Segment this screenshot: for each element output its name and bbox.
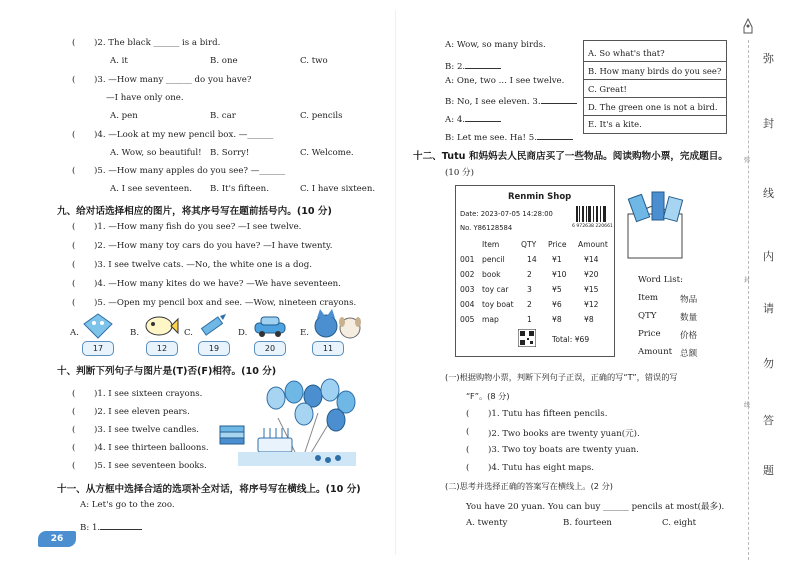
- row-amount: ¥12: [584, 300, 599, 309]
- toy-car-icon: [252, 314, 288, 338]
- sec9-item-4: )4. —How many kites do we have? —We have seventeen.: [94, 279, 341, 289]
- barcode-icon: [576, 206, 608, 222]
- part2-question: You have 20 yuan. You can buy ______ pencils at most(最多).: [466, 502, 725, 512]
- wordlist-en: Item: [638, 293, 659, 303]
- sec10-item-1: )1. I see sixteen crayons.: [94, 389, 203, 399]
- option-c: C. eight: [662, 518, 697, 528]
- option-a: A. Wow, so beautiful!: [110, 148, 202, 158]
- dialog-b-line: B: 1.: [80, 520, 142, 533]
- page-divider: [395, 10, 396, 555]
- seal-char: 题: [763, 464, 774, 477]
- pic-label-e: E.: [300, 328, 310, 338]
- paren: (: [72, 75, 76, 85]
- paren: (: [466, 463, 470, 473]
- section-12-heading: 十二、Tutu 和妈妈去人民商店买了一些物品。阅读购物小票，完成题目。: [413, 151, 728, 162]
- option-c: C. pencils: [300, 111, 343, 121]
- barcode-number: 6 972638 220661: [572, 224, 613, 229]
- row-price: ¥5: [552, 285, 562, 294]
- qr-code-icon: [518, 329, 536, 347]
- pic-label-b: B.: [130, 328, 140, 338]
- row-item: pencil: [482, 255, 505, 264]
- section-9-heading: 九、给对话选择相应的图片，将其序号写在题前括号内。(10 分): [57, 206, 332, 217]
- dialog-line-5: A: 4.: [445, 112, 501, 125]
- question-5: )5. —How many apples do you see? —______: [94, 166, 286, 176]
- wordlist-zh: 总额: [680, 349, 698, 359]
- option-box: [583, 40, 727, 134]
- paren: (: [72, 241, 76, 251]
- dialog-line-2: B: 2.: [445, 59, 501, 72]
- pic-label-a: A.: [70, 328, 79, 338]
- sec9-item-3: )3. I see twelve cats. —No, the white one is a dog.: [94, 260, 312, 270]
- row-code: 005: [460, 315, 475, 324]
- seal-char: 线: [763, 187, 774, 200]
- paren: (: [72, 389, 76, 399]
- part2-heading: (二)思考并选择正确的答案写在横线上。(2 分): [445, 481, 613, 491]
- section-10-heading: 十、判断下列句子与图片是(T)否(F)相符。(10 分): [57, 366, 277, 377]
- pic-label-d: D.: [238, 328, 248, 338]
- kite-icon: [82, 312, 114, 340]
- pic-label-c: C.: [184, 328, 194, 338]
- option-box-c: C. Great!: [588, 84, 627, 94]
- option-b: B. Sorry!: [210, 148, 250, 158]
- part1-heading: (一)根据购物小票，判断下列句子正误，正确的写“T”，错误的写: [445, 372, 678, 382]
- paren: (: [72, 222, 76, 232]
- seal-line: [748, 40, 749, 560]
- col-item: Item: [482, 240, 500, 249]
- wordlist-en: Amount: [638, 347, 673, 357]
- receipt: [455, 185, 615, 357]
- col-qty: QTY: [521, 240, 537, 249]
- dialog-line-6: B: Let me see. Ha! 5.: [445, 130, 573, 143]
- row-qty: 2: [527, 270, 532, 279]
- number-card: 12: [146, 341, 178, 356]
- wordlist-zh: 物品: [680, 295, 698, 305]
- row-item: book: [482, 270, 501, 279]
- row-code: 004: [460, 300, 475, 309]
- paren: (: [72, 166, 76, 176]
- section-12-score: (10 分): [445, 168, 474, 178]
- crayon-icon: [196, 312, 228, 340]
- number-card: 17: [82, 341, 114, 356]
- row-price: ¥10: [552, 270, 567, 279]
- paren: (: [466, 409, 470, 419]
- rocket-icon: [742, 18, 754, 38]
- part1-item-3: )3. Two toy boats are twenty yuan.: [488, 445, 639, 455]
- row-amount: ¥15: [584, 285, 599, 294]
- paren: (: [72, 260, 76, 270]
- shopping-bag-icon: [622, 190, 690, 262]
- receipt-total: Total: ¥69: [552, 335, 590, 344]
- wordlist-zh: 价格: [680, 331, 698, 341]
- option-box-e: E. It's a kite.: [588, 119, 642, 129]
- option-box-a: A. So what's that?: [588, 48, 665, 58]
- option-a: A. twenty: [466, 518, 508, 528]
- sec10-item-3: )3. I see twelve candles.: [94, 425, 199, 435]
- paren: (: [72, 279, 76, 289]
- sec10-item-5: )5. I see seventeen books.: [94, 461, 207, 471]
- option-b: B. one: [210, 56, 238, 66]
- sec10-item-2: )2. I see eleven pears.: [94, 407, 190, 417]
- row-price: ¥8: [552, 315, 562, 324]
- question-2: )2. The black ______ is a bird.: [94, 38, 221, 48]
- row-qty: 2: [527, 300, 532, 309]
- section-11-heading: 十一、从方框中选择合适的选项补全对话，将序号写在横线上。(10 分): [57, 484, 361, 495]
- seal-small-char: 线: [744, 402, 751, 409]
- option-a: A. I see seventeen.: [110, 184, 192, 194]
- option-a: A. it: [110, 56, 128, 66]
- seal-small-char: 封: [744, 277, 751, 284]
- paren: (: [72, 407, 76, 417]
- dialog-line-3: A: One, two ... I see twelve.: [445, 76, 565, 86]
- option-box-d: D. The green one is not a bird.: [588, 102, 718, 112]
- seal-small-char: 弥: [744, 157, 751, 164]
- paren: (: [72, 130, 76, 140]
- seal-char: 内: [763, 250, 774, 263]
- wordlist-zh: 数量: [680, 313, 698, 323]
- seal-char: 封: [763, 117, 774, 130]
- wordlist-en: Price: [638, 329, 661, 339]
- page-number-badge: [38, 531, 76, 547]
- sec9-item-2: )2. —How many toy cars do you have? —I have twenty.: [94, 241, 333, 251]
- row-price: ¥6: [552, 300, 562, 309]
- wordlist-title: Word List:: [638, 275, 683, 285]
- row-item: toy boat: [482, 300, 514, 309]
- row-qty: 3: [527, 285, 532, 294]
- row-price: ¥1: [552, 255, 562, 264]
- paren: (: [466, 427, 470, 437]
- number-card: 20: [254, 341, 286, 356]
- paren: (: [466, 445, 470, 455]
- page-number: 26: [50, 534, 64, 544]
- row-qty: 1: [527, 315, 532, 324]
- row-code: 002: [460, 270, 475, 279]
- col-amount: Amount: [578, 240, 608, 249]
- sec9-item-5: )5. —Open my pencil box and see. —Wow, nineteen crayons.: [94, 298, 357, 308]
- part1-item-2: )2. Two books are twenty yuan(元).: [488, 429, 640, 439]
- row-amount: ¥14: [584, 255, 599, 264]
- dialog-line-1: A: Wow, so many birds.: [445, 40, 546, 50]
- reply-text: —I have only one.: [106, 93, 184, 103]
- option-b: B. fourteen: [563, 518, 612, 528]
- part1-item-1: )1. Tutu has fifteen pencils.: [488, 409, 608, 419]
- party-illustration: [218, 378, 360, 470]
- dialog-line-4: B: No, I see eleven. 3.: [445, 94, 577, 107]
- receipt-date: Date: 2023-07-05 14:28:00: [460, 210, 553, 218]
- wordlist-en: QTY: [638, 311, 657, 321]
- option-a: A. pen: [110, 111, 138, 121]
- dialog-a-line: A: Let's go to the zoo.: [80, 500, 175, 510]
- row-code: 003: [460, 285, 475, 294]
- row-item: toy car: [482, 285, 509, 294]
- question-3: )3. —How many ______ do you have?: [94, 75, 252, 85]
- option-box-b: B. How many birds do you see?: [588, 66, 722, 76]
- fish-icon: [143, 314, 179, 338]
- row-amount: ¥8: [584, 315, 594, 324]
- part1-heading-2: “F”。(8 分): [466, 391, 510, 401]
- option-b: B. It's fifteen.: [210, 184, 269, 194]
- row-item: map: [482, 315, 499, 324]
- seal-char: 答: [763, 414, 774, 427]
- paren: (: [72, 461, 76, 471]
- paren: (: [72, 425, 76, 435]
- option-b: B. car: [210, 111, 236, 121]
- row-amount: ¥20: [584, 270, 599, 279]
- seal-char: 请: [763, 302, 774, 315]
- question-4: )4. —Look at my new pencil box. —______: [94, 130, 274, 140]
- cat-dog-icon: [312, 308, 364, 340]
- sec10-item-4: )4. I see thirteen balloons.: [94, 443, 209, 453]
- option-c: C. Welcome.: [300, 148, 354, 158]
- seal-char: 勿: [763, 357, 774, 370]
- row-qty: 14: [527, 255, 537, 264]
- option-c: C. two: [300, 56, 328, 66]
- number-card: 11: [312, 341, 344, 356]
- seal-char: 弥: [763, 52, 774, 65]
- paren: (: [72, 38, 76, 48]
- row-code: 001: [460, 255, 475, 264]
- part1-item-4: )4. Tutu has eight maps.: [488, 463, 595, 473]
- number-card: 19: [198, 341, 230, 356]
- option-c: C. I have sixteen.: [300, 184, 376, 194]
- receipt-no: No. Y86128584: [460, 224, 513, 232]
- paren: (: [72, 298, 76, 308]
- col-price: Price: [548, 240, 567, 249]
- sec9-item-1: )1. —How many fish do you see? —I see twelve.: [94, 222, 302, 232]
- paren: (: [72, 443, 76, 453]
- receipt-shop: Renmin Shop: [508, 192, 572, 202]
